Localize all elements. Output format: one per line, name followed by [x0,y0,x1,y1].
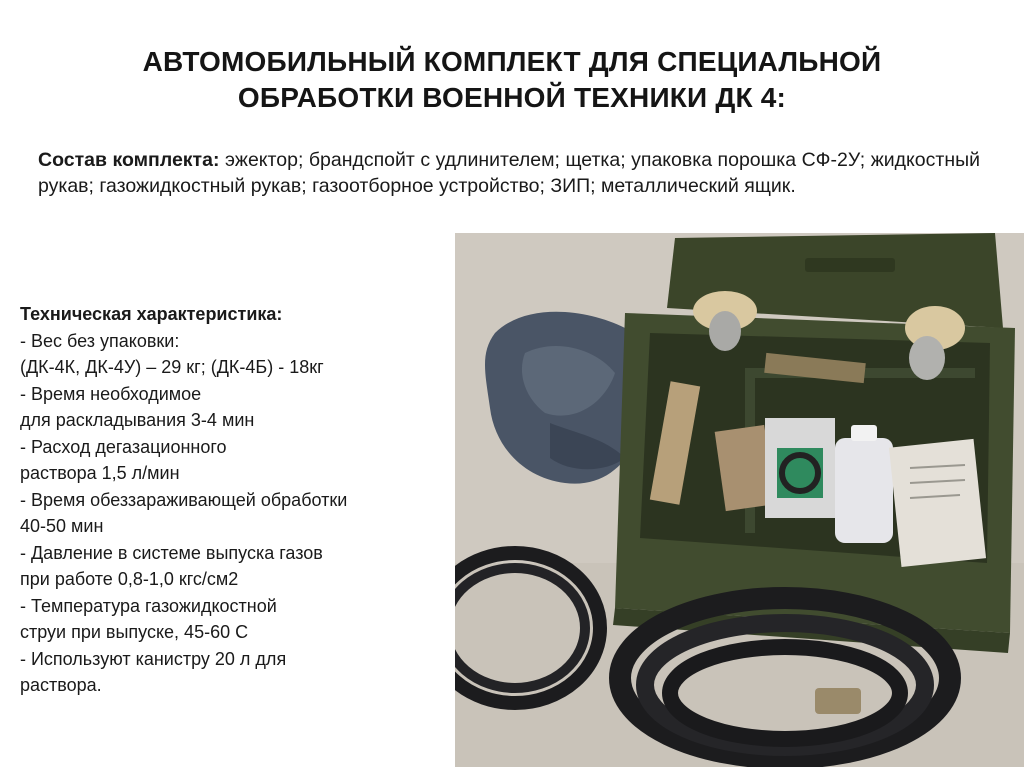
spec-line: струи при выпуске, 45-60 С [20,622,249,642]
plastic-bottle [835,438,893,543]
hose-fitting [815,688,861,714]
specs-heading: Техническая характеристика: [20,304,283,324]
spec-line: - Время необходимое [20,383,202,404]
spec-line: (ДК-4К, ДК-4У) – 29 кг; (ДК-4Б) - 18кг [20,357,324,377]
spec-line: - Давление в системе выпуска газов [20,542,323,563]
composition-text: эжектор; брандспойт с удлинителем; щетка; упаковка порошка СФ-2У; жидкостный рукав; газожидкостный рукав; газоотборное устройство; ЗИП; металлический ящик. [38,149,980,197]
spec-line: - Температура газожидкостной [20,595,277,616]
bottle-cap [851,425,877,441]
spec-line: раствора 1,5 л/мин [20,463,180,483]
spec-line: при работе 0,8-1,0 кгс/см2 [20,569,239,589]
manual-booklet [889,439,986,567]
spec-line: - Используют канистру 20 л для [20,648,287,669]
brush-base [909,336,945,380]
kit-photo [455,233,1024,767]
title-line-2: ОБРАБОТКИ ВОЕННОЙ ТЕХНИКИ ДК 4: [237,82,787,113]
composition-label: Состав комплекта: [38,149,220,171]
lid-latch [805,258,895,272]
brush-base [709,311,741,351]
kit-composition [38,147,980,199]
spec-line: - Расход дегазационного [20,436,227,457]
technical-specs [20,301,450,699]
page-title [40,44,984,116]
spec-line: для раскладывания 3-4 мин [20,410,255,430]
spec-line: - Вес без упаковки: [20,330,180,351]
spec-line: - Время обеззараживающей обработки [20,489,348,510]
spec-line: раствора. [20,675,102,695]
title-line-1: АВТОМОБИЛЬНЫЙ КОМПЛЕКТ ДЛЯ СПЕЦИАЛЬНОЙ [142,46,882,77]
spec-line: 40-50 мин [20,516,104,536]
